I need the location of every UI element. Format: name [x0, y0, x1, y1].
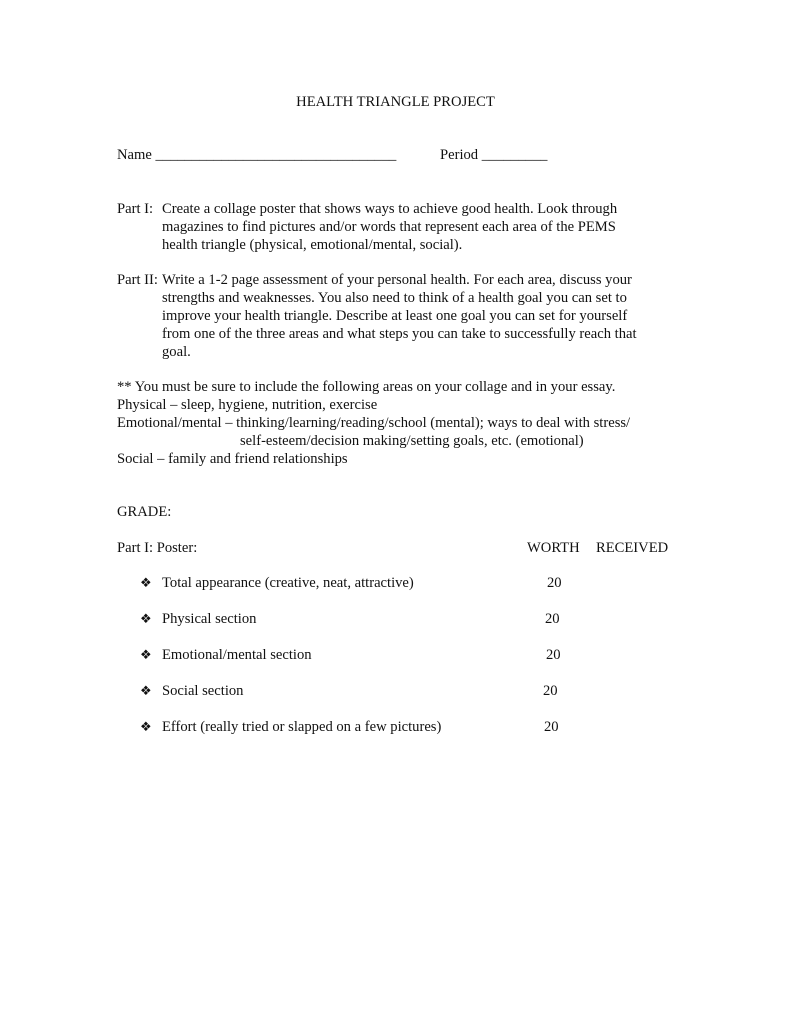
worth-column-header: WORTH	[527, 540, 580, 556]
criteria-label: Emotional/mental section	[162, 647, 312, 663]
name-field: Name _________________________________	[117, 147, 397, 163]
period-field: Period _________	[440, 147, 548, 163]
part2-section	[117, 271, 687, 361]
criteria-item	[140, 682, 243, 700]
part2-label: Part II:	[117, 272, 158, 288]
criteria-item	[140, 610, 256, 628]
part1-line: health triangle (physical, emotional/mental, social).	[162, 237, 463, 253]
criteria-label: Effort (really tried or slapped on a few pictures)	[162, 719, 442, 735]
criteria-label: Social section	[162, 683, 244, 699]
received-column-header: RECEIVED	[596, 540, 669, 556]
part1-line: Create a collage poster that shows ways to achieve good health. Look through	[162, 201, 618, 217]
part2-line: improve your health triangle. Describe at least one goal you can set for yourself	[162, 308, 628, 324]
diamond-bullet-icon: ❖	[140, 720, 152, 735]
criteria-label: Physical section	[162, 611, 257, 627]
part2-line: strengths and weaknesses. You also need to think of a health goal you can set to	[162, 290, 627, 306]
area-emotional-continued: self-esteem/decision making/setting goals, etc. (emotional)	[240, 433, 584, 449]
criteria-item	[140, 646, 312, 664]
area-physical: Physical – sleep, hygiene, nutrition, exercise	[117, 397, 378, 413]
part2-line: Write a 1-2 page assessment of your personal health. For each area, discuss your	[162, 272, 632, 288]
diamond-bullet-icon: ❖	[140, 576, 152, 591]
page-title: HEALTH TRIANGLE PROJECT	[296, 94, 495, 110]
diamond-bullet-icon: ❖	[140, 648, 152, 663]
area-emotional: Emotional/mental – thinking/learning/reading/school (mental); ways to deal with stress/	[117, 415, 631, 431]
areas-section	[117, 378, 630, 468]
criteria-worth: 20	[545, 611, 560, 627]
criteria-item	[140, 574, 414, 592]
criteria-worth: 20	[546, 647, 561, 663]
areas-note: ** You must be sure to include the following areas on your collage and in your essay.	[117, 379, 616, 395]
criteria-worth: 20	[547, 575, 562, 591]
part2-line: goal.	[162, 344, 191, 360]
diamond-bullet-icon: ❖	[140, 612, 152, 627]
grade-heading: GRADE:	[117, 504, 172, 520]
criteria-worth: 20	[543, 683, 558, 699]
criteria-worth: 20	[544, 719, 559, 735]
part2-line: from one of the three areas and what steps you can take to successfully reach that	[162, 326, 637, 342]
poster-heading: Part I: Poster:	[117, 540, 198, 556]
diamond-bullet-icon: ❖	[140, 684, 152, 699]
part1-body	[162, 200, 687, 254]
part1-line: magazines to find pictures and/or words that represent each area of the PEMS	[162, 219, 616, 235]
part1-section	[117, 200, 687, 254]
area-social: Social – family and friend relationships	[117, 451, 348, 467]
part2-body	[162, 271, 687, 361]
part1-label: Part I:	[117, 201, 154, 217]
criteria-item	[140, 718, 441, 736]
criteria-label: Total appearance (creative, neat, attractive)	[162, 575, 414, 591]
